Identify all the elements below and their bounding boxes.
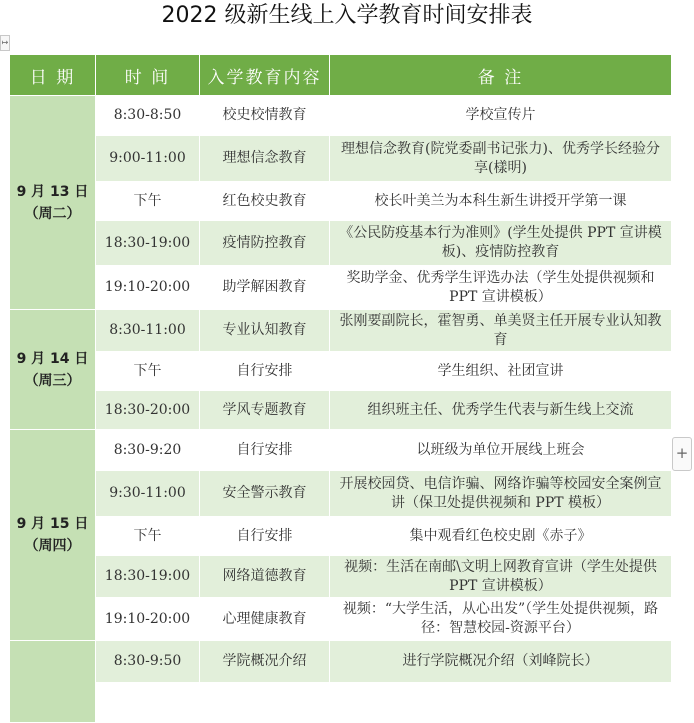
- topic-cell: 心理健康教育: [200, 598, 330, 641]
- time-cell: 9:30-11:00: [96, 471, 200, 517]
- time-cell: 8:30-11:00: [96, 310, 200, 352]
- weekday-text: （周三）: [24, 372, 81, 389]
- header-topic: 入学教育内容: [200, 55, 330, 96]
- note-cell: 理想信念教育(院党委副书记张力)、优秀学长经验分享(樣明): [330, 136, 672, 182]
- note-cell: 张刚要副院长，霍智勇、单美贤主任开展专业认知教育: [330, 310, 672, 352]
- topic-cell: 专业认知教育: [200, 310, 330, 352]
- note-cell: [330, 683, 672, 723]
- time-cell: 下午: [96, 352, 200, 391]
- header-note: 备 注: [330, 55, 672, 96]
- add-row-button[interactable]: +: [672, 437, 692, 471]
- time-cell: 8:30-9:50: [96, 641, 200, 683]
- time-cell: 19:10-20:00: [96, 598, 200, 641]
- weekday-text: （周四）: [24, 538, 81, 554]
- time-cell: [96, 683, 200, 723]
- expand-arrow-icon[interactable]: ↦: [0, 35, 10, 51]
- topic-cell: 校史校情教育: [200, 96, 330, 136]
- weekday-text: （周二）: [24, 205, 81, 222]
- date-cell: [10, 641, 96, 723]
- topic-cell: 自行安排: [200, 430, 330, 471]
- topic-cell: 红色校史教育: [200, 182, 330, 221]
- note-cell: 组织班主任、优秀学生代表与新生线上交流: [330, 391, 672, 430]
- note-cell: 校长叶美兰为本科生新生讲授开学第一课: [330, 182, 672, 221]
- topic-cell: 学风专题教育: [200, 391, 330, 430]
- note-cell: 进行学院概况介绍（刘峰院长）: [330, 641, 672, 683]
- table-row: [10, 182, 672, 221]
- date-cell: [10, 310, 96, 430]
- topic-cell: 疫情防控教育: [200, 221, 330, 266]
- table-row: [10, 471, 672, 517]
- note-cell: 开展校园贷、电信诈骗、网络诈骗等校园安全案例宣讲（保卫处提供视频和 PPT 模板）: [330, 471, 672, 517]
- note-cell: 视频：生活在南邮\文明上网教育宣讲（学生处提供 PPT 宣讲模板）: [330, 556, 672, 598]
- table-row: [10, 310, 672, 352]
- page-title: 2022 级新生线上入学教育时间安排表: [161, 3, 533, 28]
- table-row: [10, 430, 672, 471]
- date-text: 9 月 13 日: [16, 183, 89, 200]
- note-cell: 学校宣传片: [330, 96, 672, 136]
- table-row: [10, 96, 672, 136]
- note-cell: 学生组织、社团宣讲: [330, 352, 672, 391]
- time-cell: 下午: [96, 517, 200, 556]
- header-time: 时 间: [96, 55, 200, 96]
- note-cell: 集中观看红色校史剧《赤子》: [330, 517, 672, 556]
- topic-cell: 学院概况介绍: [200, 641, 330, 683]
- topic-cell: 理想信念教育: [200, 136, 330, 182]
- topic-cell: 自行安排: [200, 517, 330, 556]
- table-row: [10, 391, 672, 430]
- header-row: [10, 55, 672, 96]
- time-cell: 8:30-9:20: [96, 430, 200, 471]
- topic-cell: 安全警示教育: [200, 471, 330, 517]
- table-row: [10, 556, 672, 598]
- topic-cell: 自行安排: [200, 352, 330, 391]
- note-cell: 视频：“大学生活，从心出发”（学生处提供视频，路径：智慧校园-资源平台）: [330, 598, 672, 641]
- time-cell: 18:30-19:00: [96, 556, 200, 598]
- topic-cell: [200, 683, 330, 723]
- note-cell: 奖助学金、优秀学生评选办法（学生处提供视频和 PPT 宣讲模板）: [330, 266, 672, 310]
- note-cell: 《公民防疫基本行为准则》(学生处提供 PPT 宣讲模板)、疫情防控教育: [330, 221, 672, 266]
- table-row: [10, 221, 672, 266]
- table-row: [10, 266, 672, 310]
- table-row: [10, 136, 672, 182]
- time-cell: 下午: [96, 182, 200, 221]
- table-row: [10, 517, 672, 556]
- table-row: [10, 641, 672, 683]
- date-text: 9 月 14 日: [16, 350, 89, 367]
- header-date: 日 期: [10, 55, 96, 96]
- time-cell: 9:00-11:00: [96, 136, 200, 182]
- time-cell: 18:30-20:00: [96, 391, 200, 430]
- time-cell: 19:10-20:00: [96, 266, 200, 310]
- schedule-table: [9, 54, 672, 723]
- date-text: 9 月 15 日: [16, 516, 89, 532]
- topic-cell: 网络道德教育: [200, 556, 330, 598]
- date-cell: [10, 96, 96, 310]
- date-cell: [10, 430, 96, 641]
- time-cell: 8:30-8:50: [96, 96, 200, 136]
- time-cell: 18:30-19:00: [96, 221, 200, 266]
- note-cell: 以班级为单位开展线上班会: [330, 430, 672, 471]
- table-row: [10, 683, 672, 723]
- topic-cell: 助学解困教育: [200, 266, 330, 310]
- table-row: [10, 352, 672, 391]
- table-row: [10, 598, 672, 641]
